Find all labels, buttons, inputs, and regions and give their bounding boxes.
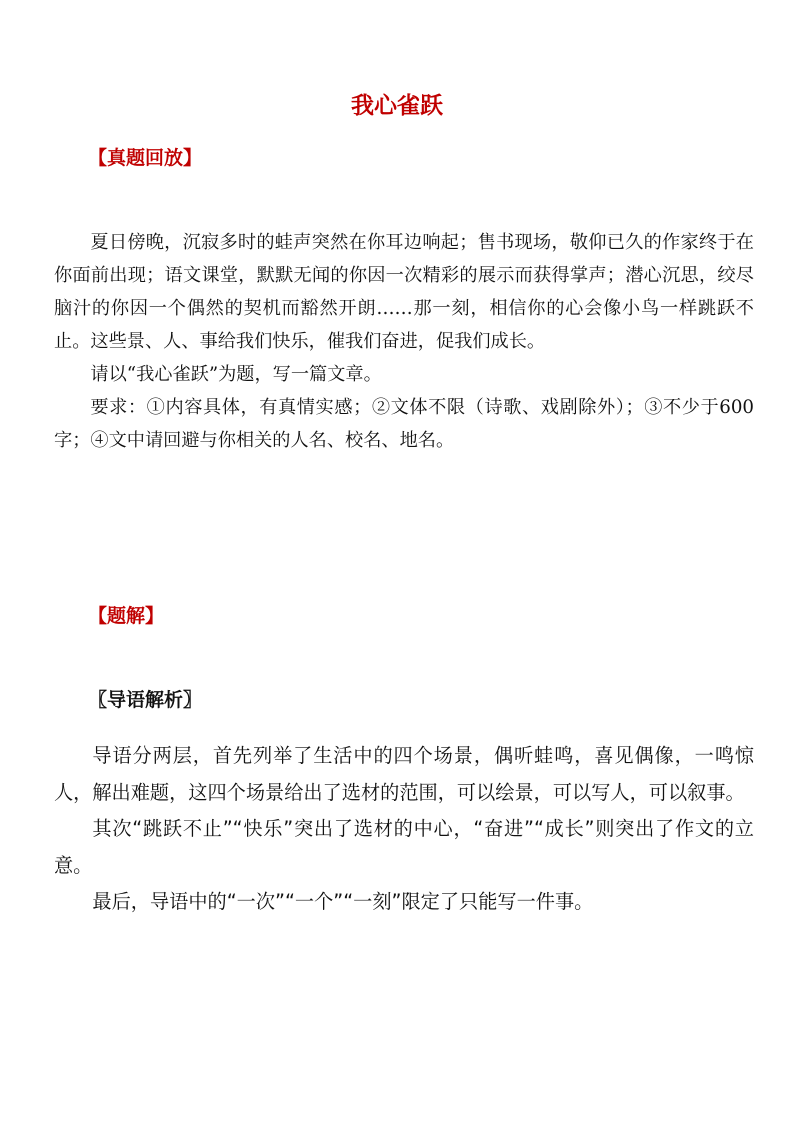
document-title: 我心雀跃 (351, 93, 443, 119)
subsection-heading-intro-analysis: 〖导语解析〗 (88, 689, 203, 711)
analysis-paragraph-limit: 最后，导语中的“一次”“一个”“一刻”限定了只能写一件事。 (92, 890, 594, 913)
analysis-text (54, 738, 754, 921)
analysis-paragraph-layers: 导语分两层，首先列举了生活中的四个场景，偶听蛙鸣，喜见偶像，一鸣惊人，解出难题，这四个场景给出了选材的范围，可以绘景，可以写人，可以叙事。 (54, 744, 754, 804)
analysis-paragraph-center: 其次“跳跃不止”“快乐”突出了选材的中心，“奋进”“成长”则突出了作文的立意。 (54, 817, 754, 877)
section-heading-exam-review: 【真题回放】 (88, 147, 203, 169)
exam-prompt (54, 226, 754, 457)
prompt-paragraph-scenes: 夏日傍晚，沉寂多时的蛙声突然在你耳边响起；售书现场，敬仰已久的作家终于在你面前出现；语文课堂，默默无闻的你因一次精彩的展示而获得掌声；潜心沉思，绞尽脑汁的你因一个偶然的契机而豁然开朗……那一刻，相信你的心会像小鸟一样跳跃不止。这些景、人、事给我们快乐，催我们奋进，促我们成长。 (54, 232, 754, 352)
section-heading-explanation: 【题解】 (88, 605, 165, 627)
prompt-paragraph-instruction: 请以“我心雀跃”为题，写一篇文章。 (90, 364, 382, 385)
prompt-paragraph-requirements: 要求：①内容具体，有真情实感；②文体不限（诗歌、戏剧除外）；③不少于600字；④文中请回避与你相关的人名、校名、地名。 (54, 397, 754, 451)
